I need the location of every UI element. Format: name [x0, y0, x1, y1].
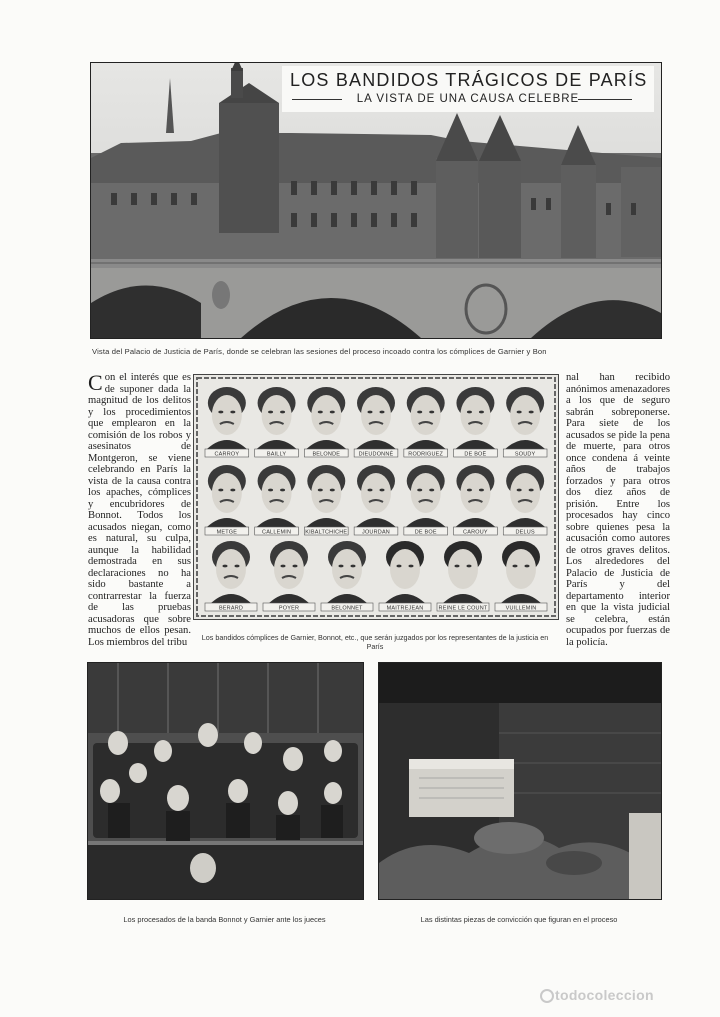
- mugshot-portrait: [503, 387, 547, 451]
- mugshot-portrait: [267, 541, 311, 605]
- mugshot-caption: Los bandidos cómplices de Garnier, Bonnot, etc., que serán juzgados por los representantes de la justicia en París: [201, 633, 549, 651]
- mugshot-portrait: [205, 387, 249, 451]
- mugshot-name-label: BELONDE: [312, 451, 341, 458]
- mugshot-name-label: DE BOE: [414, 529, 437, 536]
- mugshot-name-label: SOUDY: [514, 451, 536, 458]
- article-title: LOS BANDIDOS TRÁGICOS DE PARÍS: [290, 70, 648, 90]
- mugshot-portrait: [404, 465, 448, 529]
- mugshot-portrait: [499, 541, 543, 605]
- watermark-logo-icon: [540, 989, 554, 1003]
- mugshot-portrait: [354, 387, 398, 451]
- mugshot-name-label: REINE LE COUNT: [438, 605, 488, 612]
- mugshot-portrait: [325, 541, 369, 605]
- mugshot-portrait: [304, 465, 348, 529]
- mugshot-portrait: [205, 465, 249, 529]
- mugshot-name-label: BERARD: [218, 605, 244, 612]
- dropcap: C: [88, 370, 103, 395]
- evidence-photo: [378, 662, 662, 900]
- mugshot-portrait: [354, 465, 398, 529]
- mugshot-portrait: [209, 541, 253, 605]
- mugshot-portrait: [453, 465, 497, 529]
- mugshot-name-label: DELUS: [515, 529, 535, 536]
- mugshot-name-label: MAITREJEAN: [386, 605, 424, 612]
- mugshot-portrait: [441, 541, 485, 605]
- mugshot-name-label: POYER: [278, 605, 300, 612]
- mugshot-portrait: [503, 465, 547, 529]
- mugshot-name-label: DIEUDONNÉ: [358, 451, 394, 458]
- courtroom-caption: Los procesados de la banda Bonnot y Garnier ante los jueces: [123, 915, 326, 924]
- mugshot-portrait: [255, 465, 299, 529]
- mugshot-grid: [194, 375, 558, 619]
- mugshot-name-label: RODRIGUEZ: [408, 451, 444, 458]
- mugshot-name-label: CAROUY: [463, 529, 488, 536]
- mugshot-name-label: DE BOË: [464, 451, 487, 458]
- mugshot-name-label: KIBALTCHICHE: [305, 529, 348, 536]
- courtroom-defendants-photo: [87, 662, 364, 900]
- mugshot-name-label: BELONNET: [331, 605, 363, 612]
- mugshot-name-label: METGE: [216, 529, 238, 536]
- mugshot-name-label: VUILLEMIN: [505, 605, 537, 612]
- mugshot-name-label: JOURDAN: [362, 529, 390, 536]
- title-rule-right: [578, 99, 632, 100]
- top-photo-caption: Vista del Palacio de Justicia de París, donde se celebran las sesiones del proceso incoado contra los cómplices de Garnier y Bon: [92, 347, 547, 356]
- left-column-body: on el interés que es de suponer dada la magnitud de los delitos y los procedimientos que emplearon en la comisión de los robos y asesinatos de Montgeron, se viene celebrando en París la vista de la causa contra los apaches, cómplices y encubridores de Bonnot. Todos los acusados niegan, como es natural, su culpa, aunque la habilidad demostrada en sus declaraciones no ha sido bastante a contrarrestar la fuerza de las pruebas acusadoras que sobre muchos de ellos pesan. Los miembros del tribu: [88, 372, 191, 648]
- article-subtitle: LA VISTA DE UNA CAUSA CELEBRE: [356, 93, 580, 105]
- mugshot-portrait: [404, 387, 448, 451]
- mugshot-name-label: BAILLY: [266, 451, 287, 458]
- mugshot-name-label: CARROY: [214, 451, 240, 458]
- evidence-caption: Las distintas piezas de convicción que figuran en el proceso: [420, 915, 618, 924]
- left-column-text: [88, 372, 191, 648]
- mugshot-name-label: CALLEMIN: [262, 529, 292, 536]
- right-column-text: nal han recibido anónimos amenazadores a los que de seguro sabrán sobreponerse. Para siete de los acusados se pide la pena de muerte, para otros once condena á veinte años de trabajos forzados y para otros dos diez años de prisión. Entre los procesados hay cinco sobre quienes pesa la acusación como autores de otros graves delitos. Los alrededores del Palacio de Justicia de París y del departamento interior en que la vista judicial se celebra, están ocupados por fuerzas de la policía.: [566, 372, 670, 648]
- watermark-text: todocoleccion: [555, 987, 654, 1003]
- mugshot-portrait: [304, 387, 348, 451]
- mugshot-portrait: [383, 541, 427, 605]
- mugshot-composite: [193, 374, 559, 620]
- watermark: [540, 987, 715, 1003]
- mugshot-portrait: [453, 387, 497, 451]
- mugshot-portrait: [255, 387, 299, 451]
